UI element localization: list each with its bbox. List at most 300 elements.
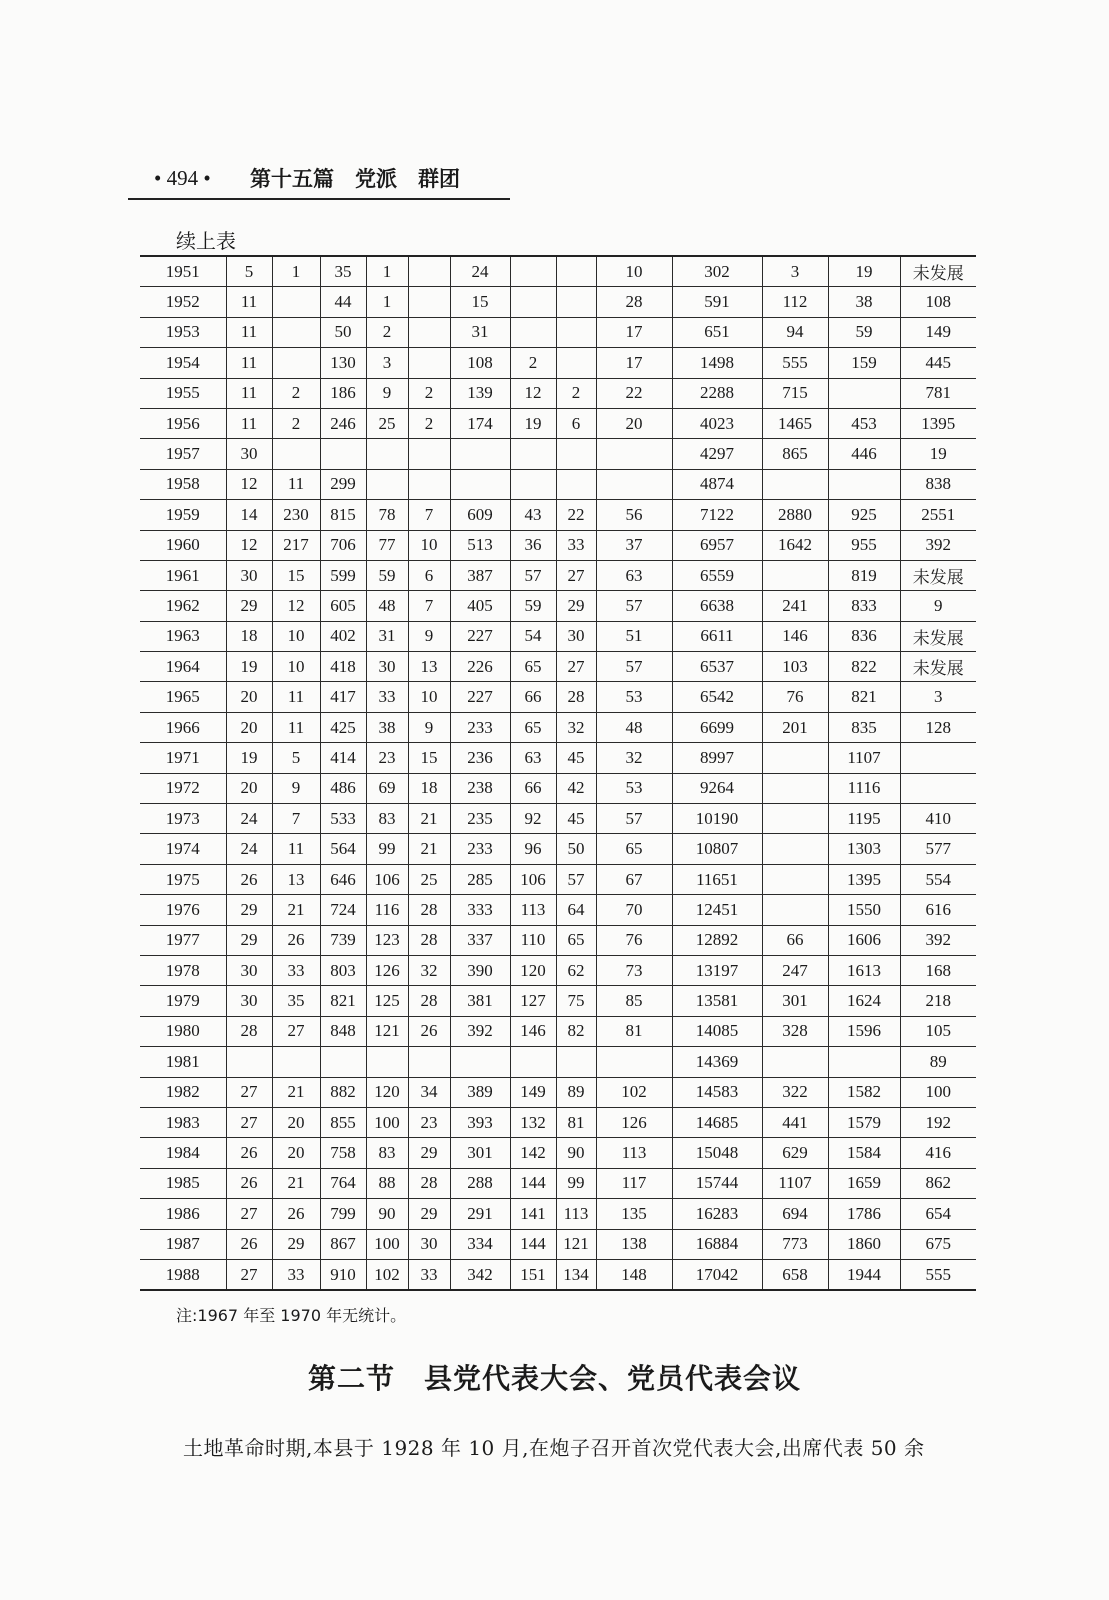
table-cell: 14085 [672, 1016, 762, 1046]
table-cell: 15048 [672, 1138, 762, 1168]
table-cell: 63 [596, 560, 672, 590]
table-cell [408, 287, 450, 317]
table-cell: 65 [510, 652, 556, 682]
table-cell [556, 1047, 596, 1077]
table-cell [366, 439, 408, 469]
table-row [140, 652, 976, 682]
table-cell: 32 [596, 743, 672, 773]
table-cell: 83 [366, 804, 408, 834]
table-cell: 7 [272, 804, 320, 834]
table-cell: 17 [596, 317, 672, 347]
table-cell: 126 [366, 955, 408, 985]
table-cell: 17042 [672, 1259, 762, 1290]
table-row [140, 743, 976, 773]
year-cell: 1954 [140, 348, 226, 378]
table-cell: 59 [510, 591, 556, 621]
table-cell: 9264 [672, 773, 762, 803]
table-cell: 33 [272, 955, 320, 985]
table-cell: 35 [272, 986, 320, 1016]
table-cell: 1303 [828, 834, 900, 864]
table-cell: 31 [366, 621, 408, 651]
table-row [140, 287, 976, 317]
table-cell [762, 864, 828, 894]
table-cell: 12 [272, 591, 320, 621]
table-cell: 2 [272, 378, 320, 408]
table-cell: 392 [450, 1016, 510, 1046]
table-cell: 75 [556, 986, 596, 1016]
table-cell: 30 [366, 652, 408, 682]
table-cell: 56 [596, 500, 672, 530]
table-cell: 555 [900, 1259, 976, 1290]
table-cell: 724 [320, 895, 366, 925]
table-cell: 113 [510, 895, 556, 925]
table-row [140, 560, 976, 590]
table-cell: 106 [366, 864, 408, 894]
table-cell: 12892 [672, 925, 762, 955]
table-cell: 51 [596, 621, 672, 651]
table-cell: 42 [556, 773, 596, 803]
table-row [140, 1107, 976, 1137]
year-cell: 1980 [140, 1016, 226, 1046]
table-cell: 146 [510, 1016, 556, 1046]
table-row [140, 317, 976, 347]
table-cell: 29 [408, 1138, 450, 1168]
table-cell: 342 [450, 1259, 510, 1290]
table-cell: 90 [556, 1138, 596, 1168]
table-cell: 1786 [828, 1199, 900, 1229]
table-cell: 130 [320, 348, 366, 378]
table-cell: 9 [366, 378, 408, 408]
table-cell: 35 [320, 256, 366, 287]
table-cell: 555 [762, 348, 828, 378]
table-row [140, 591, 976, 621]
table-cell: 43 [510, 500, 556, 530]
table-cell: 414 [320, 743, 366, 773]
table-cell: 781 [900, 378, 976, 408]
table-cell: 15 [272, 560, 320, 590]
table-cell: 22 [556, 500, 596, 530]
table-cell: 29 [272, 1229, 320, 1259]
table-cell: 405 [450, 591, 510, 621]
table-cell [762, 895, 828, 925]
table-cell: 6699 [672, 712, 762, 742]
table-cell: 1579 [828, 1107, 900, 1137]
table-cell: 81 [556, 1107, 596, 1137]
table-cell: 30 [556, 621, 596, 651]
table-cell: 21 [408, 834, 450, 864]
table-cell: 186 [320, 378, 366, 408]
table-cell: 10 [408, 530, 450, 560]
table-cell: 76 [596, 925, 672, 955]
table-cell: 37 [596, 530, 672, 560]
table-cell: 416 [900, 1138, 976, 1168]
table-cell: 117 [596, 1168, 672, 1198]
table-cell: 73 [596, 955, 672, 985]
table-cell: 9 [900, 591, 976, 621]
table-cell: 1596 [828, 1016, 900, 1046]
table-cell: 19 [226, 652, 272, 682]
table-cell: 14 [226, 500, 272, 530]
table-cell: 25 [366, 408, 408, 438]
table-cell: 241 [762, 591, 828, 621]
table-cell: 77 [366, 530, 408, 560]
table-cell: 392 [900, 925, 976, 955]
table-cell: 11 [272, 469, 320, 499]
year-cell: 1951 [140, 256, 226, 287]
table-cell: 105 [900, 1016, 976, 1046]
table-cell: 1116 [828, 773, 900, 803]
table-cell: 393 [450, 1107, 510, 1137]
table-cell: 226 [450, 652, 510, 682]
table-cell: 113 [596, 1138, 672, 1168]
table-cell: 10 [272, 652, 320, 682]
table-cell: 70 [596, 895, 672, 925]
table-cell: 85 [596, 986, 672, 1016]
table-cell: 113 [556, 1199, 596, 1229]
table-cell: 19 [828, 256, 900, 287]
year-cell: 1965 [140, 682, 226, 712]
table-cell: 57 [596, 652, 672, 682]
table-cell: 1550 [828, 895, 900, 925]
table-cell: 605 [320, 591, 366, 621]
table-cell: 120 [366, 1077, 408, 1107]
table-cell: 1860 [828, 1229, 900, 1259]
table-cell: 未发展 [900, 621, 976, 651]
year-cell: 1960 [140, 530, 226, 560]
table-cell: 11 [226, 348, 272, 378]
table-cell: 865 [762, 439, 828, 469]
table-cell: 125 [366, 986, 408, 1016]
table-cell [366, 469, 408, 499]
table-cell: 174 [450, 408, 510, 438]
table-cell: 10807 [672, 834, 762, 864]
table-cell [510, 317, 556, 347]
table-cell [510, 469, 556, 499]
statistics-table [140, 255, 976, 1291]
table-cell: 27 [226, 1077, 272, 1107]
table-cell: 26 [226, 1168, 272, 1198]
table-cell: 12 [510, 378, 556, 408]
table-cell: 14369 [672, 1047, 762, 1077]
table-note: 注:1967 年至 1970 年无统计。 [176, 1306, 407, 1325]
table-row [140, 469, 976, 499]
table-cell: 20 [272, 1107, 320, 1137]
table-cell: 106 [510, 864, 556, 894]
table-cell: 577 [900, 834, 976, 864]
table-cell: 89 [900, 1047, 976, 1077]
table-cell: 1642 [762, 530, 828, 560]
table-cell [762, 743, 828, 773]
table-cell: 21 [408, 804, 450, 834]
table-cell: 45 [556, 804, 596, 834]
table-cell: 1107 [762, 1168, 828, 1198]
table-cell [510, 1047, 556, 1077]
table-cell: 69 [366, 773, 408, 803]
table-cell: 65 [596, 834, 672, 864]
table-cell: 27 [226, 1107, 272, 1137]
table-cell [408, 1047, 450, 1077]
table-cell: 773 [762, 1229, 828, 1259]
table-cell [408, 439, 450, 469]
table-cell: 302 [672, 256, 762, 287]
table-cell: 6 [556, 408, 596, 438]
year-cell: 1982 [140, 1077, 226, 1107]
table-cell: 835 [828, 712, 900, 742]
table-cell [272, 317, 320, 347]
table-cell: 20 [226, 712, 272, 742]
table-cell: 6537 [672, 652, 762, 682]
table-cell: 2 [510, 348, 556, 378]
table-row [140, 1138, 976, 1168]
table-cell [828, 378, 900, 408]
table-cell: 836 [828, 621, 900, 651]
table-cell: 646 [320, 864, 366, 894]
table-cell: 25 [408, 864, 450, 894]
table-cell: 694 [762, 1199, 828, 1229]
table-cell: 7122 [672, 500, 762, 530]
table-cell: 21 [272, 1077, 320, 1107]
table-cell: 30 [226, 560, 272, 590]
table-cell: 446 [828, 439, 900, 469]
table-cell: 未发展 [900, 652, 976, 682]
table-cell: 2 [408, 408, 450, 438]
table-row [140, 1259, 976, 1290]
table-cell: 78 [366, 500, 408, 530]
table-cell [556, 469, 596, 499]
year-cell: 1973 [140, 804, 226, 834]
table-row [140, 1199, 976, 1229]
table-cell: 29 [408, 1199, 450, 1229]
table-cell: 1107 [828, 743, 900, 773]
table-cell: 882 [320, 1077, 366, 1107]
table-cell: 26 [272, 925, 320, 955]
table-cell: 127 [510, 986, 556, 1016]
year-cell: 1966 [140, 712, 226, 742]
table-row [140, 408, 976, 438]
table-cell: 15 [450, 287, 510, 317]
table-cell: 867 [320, 1229, 366, 1259]
table-cell: 819 [828, 560, 900, 590]
table-cell: 8997 [672, 743, 762, 773]
table-body [140, 256, 976, 1290]
table-cell: 862 [900, 1168, 976, 1198]
table-cell: 230 [272, 500, 320, 530]
table-cell [510, 256, 556, 287]
table-cell [762, 804, 828, 834]
table-cell: 22 [596, 378, 672, 408]
table-cell: 146 [762, 621, 828, 651]
table-cell: 29 [556, 591, 596, 621]
year-cell: 1952 [140, 287, 226, 317]
table-cell: 20 [226, 682, 272, 712]
table-cell: 9 [408, 621, 450, 651]
table-cell [556, 287, 596, 317]
table-cell [408, 348, 450, 378]
table-row [140, 1016, 976, 1046]
table-cell: 599 [320, 560, 366, 590]
table-cell: 138 [596, 1229, 672, 1259]
table-cell: 333 [450, 895, 510, 925]
table-row [140, 621, 976, 651]
table-cell: 238 [450, 773, 510, 803]
table-cell: 139 [450, 378, 510, 408]
year-cell: 1975 [140, 864, 226, 894]
table-row [140, 378, 976, 408]
table-cell: 33 [366, 682, 408, 712]
table-cell: 16283 [672, 1199, 762, 1229]
table-cell: 30 [408, 1229, 450, 1259]
table-cell: 102 [366, 1259, 408, 1290]
table-cell [762, 560, 828, 590]
table-cell: 63 [510, 743, 556, 773]
table-cell [510, 287, 556, 317]
table-cell [366, 1047, 408, 1077]
year-cell: 1978 [140, 955, 226, 985]
table-cell: 13197 [672, 955, 762, 985]
year-cell: 1964 [140, 652, 226, 682]
table-cell: 66 [762, 925, 828, 955]
table-cell: 1498 [672, 348, 762, 378]
table-cell: 445 [900, 348, 976, 378]
table-cell: 1582 [828, 1077, 900, 1107]
year-cell: 1983 [140, 1107, 226, 1137]
table-cell [556, 317, 596, 347]
table-cell [762, 1047, 828, 1077]
table-cell: 453 [828, 408, 900, 438]
table-cell: 82 [556, 1016, 596, 1046]
table-cell: 19 [226, 743, 272, 773]
table-cell: 未发展 [900, 256, 976, 287]
table-cell: 246 [320, 408, 366, 438]
table-cell: 99 [366, 834, 408, 864]
table-cell: 59 [828, 317, 900, 347]
table-cell: 100 [900, 1077, 976, 1107]
table-cell: 142 [510, 1138, 556, 1168]
year-cell: 1986 [140, 1199, 226, 1229]
table-cell: 10 [272, 621, 320, 651]
table-cell: 629 [762, 1138, 828, 1168]
table-cell [762, 469, 828, 499]
table-cell: 1613 [828, 955, 900, 985]
table-cell: 3 [762, 256, 828, 287]
table-cell: 120 [510, 955, 556, 985]
table-cell: 94 [762, 317, 828, 347]
table-cell: 76 [762, 682, 828, 712]
table-row [140, 1077, 976, 1107]
table-cell [450, 469, 510, 499]
table-cell: 27 [272, 1016, 320, 1046]
table-cell: 18 [408, 773, 450, 803]
table-cell [556, 439, 596, 469]
table-cell: 925 [828, 500, 900, 530]
table-cell [596, 469, 672, 499]
table-cell [408, 256, 450, 287]
table-cell: 402 [320, 621, 366, 651]
table-cell: 34 [408, 1077, 450, 1107]
table-cell: 149 [900, 317, 976, 347]
table-cell: 20 [226, 773, 272, 803]
table-cell: 1195 [828, 804, 900, 834]
table-cell [596, 1047, 672, 1077]
table-cell: 44 [320, 287, 366, 317]
table-cell: 2551 [900, 500, 976, 530]
table-cell: 18 [226, 621, 272, 651]
table-cell: 554 [900, 864, 976, 894]
table-cell: 201 [762, 712, 828, 742]
table-cell: 715 [762, 378, 828, 408]
table-cell: 389 [450, 1077, 510, 1107]
table-cell: 11 [226, 317, 272, 347]
year-cell: 1985 [140, 1168, 226, 1198]
table-cell: 2288 [672, 378, 762, 408]
table-cell: 59 [366, 560, 408, 590]
table-cell: 33 [272, 1259, 320, 1290]
year-cell: 1958 [140, 469, 226, 499]
table-cell: 4874 [672, 469, 762, 499]
year-cell: 1976 [140, 895, 226, 925]
table-cell: 513 [450, 530, 510, 560]
table-cell: 821 [828, 682, 900, 712]
table-cell [510, 439, 556, 469]
table-cell: 227 [450, 621, 510, 651]
table-cell: 36 [510, 530, 556, 560]
year-cell: 1953 [140, 317, 226, 347]
table-row [140, 834, 976, 864]
table-cell: 134 [556, 1259, 596, 1290]
table-cell: 62 [556, 955, 596, 985]
table-cell: 218 [900, 986, 976, 1016]
table-cell: 28 [226, 1016, 272, 1046]
table-cell: 11 [272, 834, 320, 864]
table-cell: 16884 [672, 1229, 762, 1259]
year-cell: 1972 [140, 773, 226, 803]
table-cell: 651 [672, 317, 762, 347]
table-cell: 24 [226, 834, 272, 864]
running-header [128, 160, 510, 200]
table-cell: 821 [320, 986, 366, 1016]
table-cell: 108 [450, 348, 510, 378]
table-row [140, 955, 976, 985]
year-cell: 1977 [140, 925, 226, 955]
table-cell: 6 [408, 560, 450, 590]
table-cell: 57 [556, 864, 596, 894]
table-cell: 57 [510, 560, 556, 590]
body-paragraph: 土地革命时期,本县于 1928 年 10 月,在炮子召开首次党代表大会,出席代表 50 余 [183, 1436, 925, 1460]
table-cell [450, 439, 510, 469]
table-cell: 1 [272, 256, 320, 287]
table-cell: 1606 [828, 925, 900, 955]
table-cell: 955 [828, 530, 900, 560]
table-cell: 5 [226, 256, 272, 287]
table-cell [762, 834, 828, 864]
table-cell: 235 [450, 804, 510, 834]
table-cell: 126 [596, 1107, 672, 1137]
table-cell: 848 [320, 1016, 366, 1046]
table-cell: 20 [272, 1138, 320, 1168]
table-cell: 533 [320, 804, 366, 834]
table-cell: 32 [556, 712, 596, 742]
table-cell: 10 [408, 682, 450, 712]
page-number: • 494 • [154, 166, 211, 190]
table-cell: 65 [556, 925, 596, 955]
table-cell: 799 [320, 1199, 366, 1229]
table-cell [320, 1047, 366, 1077]
table-cell: 144 [510, 1229, 556, 1259]
table-cell: 100 [366, 1229, 408, 1259]
table-cell: 24 [450, 256, 510, 287]
section-title: 第二节 县党代表大会、党员代表会议 [307, 1362, 801, 1395]
table-cell: 38 [828, 287, 900, 317]
